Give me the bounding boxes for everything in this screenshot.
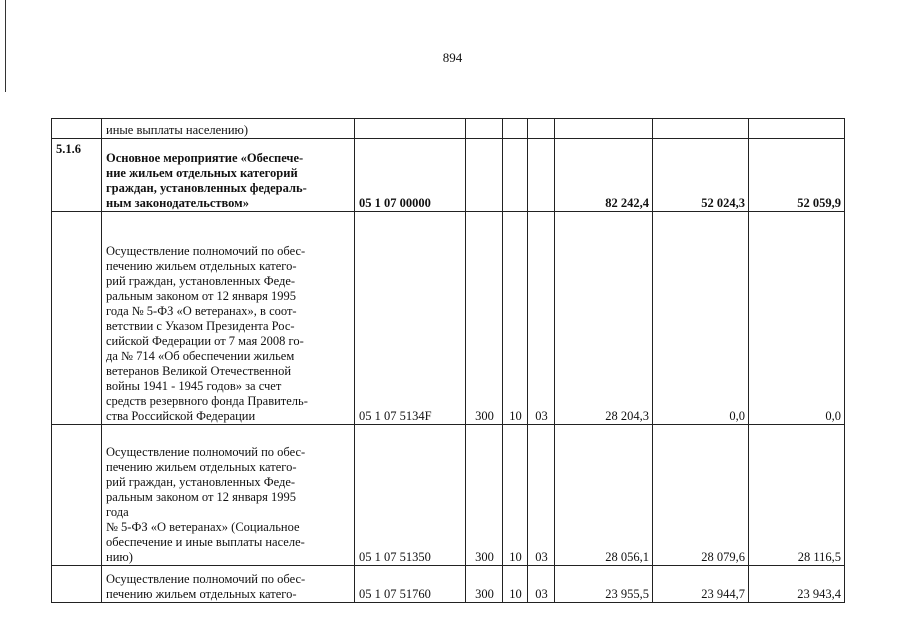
row-amount-2: 28 079,6 [653, 425, 749, 566]
row-name: Осуществление полномочий по обес- печению жильем отдельных катего- рий граждан, установленных Феде- ральным законом от 12 января 1995 года № 5-ФЗ «О ветеранах», в соот- ветствии с Указом Президента Рос- сийской Федерации от 7 мая 2008 го- да № 714 «Об обеспечении жильем ветеранов Великой Отечественной войны 1941 - 1945 годов» за счет средств резервного фонда Правитель- ства Российской Федерации [102, 212, 355, 425]
row-amount-1: 23 955,5 [555, 566, 653, 603]
row-name: Осуществление полномочий по обес- печению жильем отдельных катего- рий граждан, установленных Феде- ральным законом от 12 января 1995 года № 5-ФЗ «О ветеранах» (Социальное обеспечение и иные выплаты населе- нию) [102, 425, 355, 566]
row-amount-3: 52 059,9 [749, 139, 845, 212]
row-subsection: 03 [528, 566, 555, 603]
row-target-article [355, 119, 466, 139]
row-amount-3: 23 943,4 [749, 566, 845, 603]
table-row [52, 139, 845, 212]
row-name: иные выплаты населению) [102, 119, 355, 139]
row-amount-3 [749, 119, 845, 139]
row-section: 10 [503, 425, 528, 566]
row-expense-type: 300 [466, 425, 503, 566]
row-amount-2: 52 024,3 [653, 139, 749, 212]
row-code [52, 566, 102, 603]
row-target-article: 05 1 07 51350 [355, 425, 466, 566]
row-amount-3: 28 116,5 [749, 425, 845, 566]
row-expense-type: 300 [466, 212, 503, 425]
row-subsection: 03 [528, 425, 555, 566]
row-target-article: 05 1 07 5134F [355, 212, 466, 425]
row-code [52, 212, 102, 425]
row-subsection [528, 139, 555, 212]
row-expense-type: 300 [466, 566, 503, 603]
row-section: 10 [503, 566, 528, 603]
budget-table [51, 118, 845, 603]
row-section [503, 119, 528, 139]
table-row [52, 566, 845, 603]
row-amount-2: 0,0 [653, 212, 749, 425]
row-section [503, 139, 528, 212]
row-section: 10 [503, 212, 528, 425]
row-amount-2: 23 944,7 [653, 566, 749, 603]
row-code [52, 119, 102, 139]
row-expense-type [466, 139, 503, 212]
row-amount-1: 82 242,4 [555, 139, 653, 212]
page-number: 894 [442, 50, 463, 65]
row-amount-1: 28 204,3 [555, 212, 653, 425]
row-expense-type [466, 119, 503, 139]
row-code [52, 425, 102, 566]
row-amount-1: 28 056,1 [555, 425, 653, 566]
margin-rule [5, 0, 6, 92]
row-subsection [528, 119, 555, 139]
table-row [52, 425, 845, 566]
table-row [52, 212, 845, 425]
row-amount-1 [555, 119, 653, 139]
table-row [52, 119, 845, 139]
row-amount-3: 0,0 [749, 212, 845, 425]
row-target-article: 05 1 07 00000 [355, 139, 466, 212]
row-subsection: 03 [528, 212, 555, 425]
row-amount-2 [653, 119, 749, 139]
row-name: Осуществление полномочий по обес- печению жильем отдельных катего- [102, 566, 355, 603]
row-code: 5.1.6 [52, 139, 102, 212]
row-target-article: 05 1 07 51760 [355, 566, 466, 603]
row-name: Основное мероприятие «Обеспече- ние жильем отдельных категорий граждан, установленных федераль- ным законодательством» [102, 139, 355, 212]
